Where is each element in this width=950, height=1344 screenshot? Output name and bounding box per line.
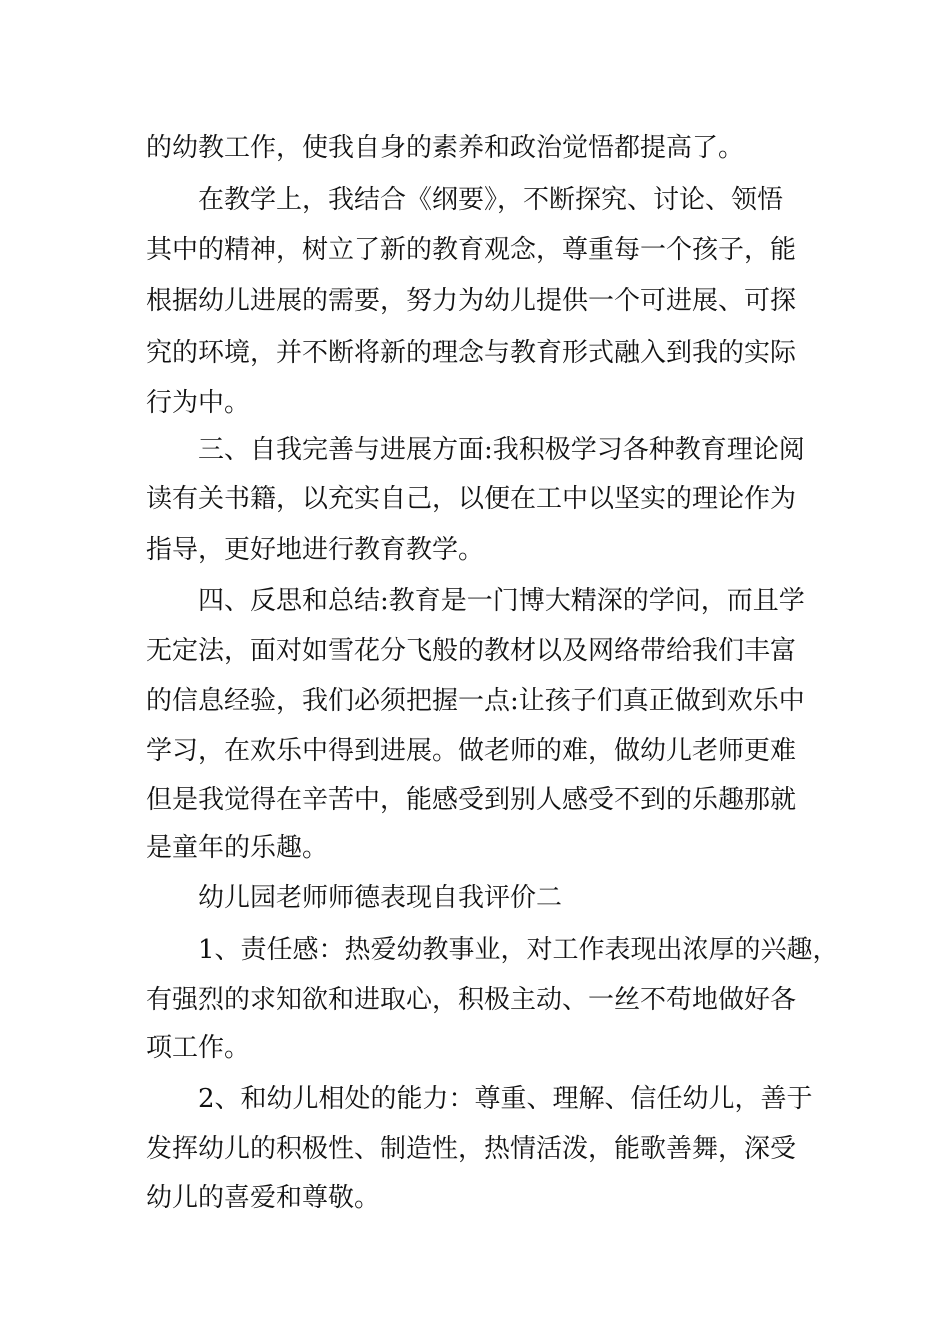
text-line: 学习，在欢乐中得到进展。做老师的难，做幼儿老师更难 [146, 736, 797, 766]
text-line: 四、反思和总结:教育是一门博大精深的学问，而且学 [198, 586, 805, 616]
text-line: 三、自我完善与进展方面:我积极学习各种教育理论阅 [198, 435, 805, 465]
text-line: 项工作。 [146, 1033, 251, 1063]
text-line: 根据幼儿进展的需要，努力为幼儿提供一个可进展、可探 [146, 286, 797, 316]
text-line: 1、责任感：热爱幼教事业，对工作表现出浓厚的兴趣， [198, 935, 839, 965]
text-line: 幼儿的喜爱和尊敬。 [146, 1183, 381, 1213]
text-line: 在教学上，我结合《纲要》，不断探究、讨论、领悟 [198, 185, 784, 215]
text-line: 2、和幼儿相处的能力：尊重、理解、信任幼儿，善于 [198, 1084, 813, 1114]
section-heading: 幼儿园老师师德表现自我评价二 [198, 883, 563, 913]
text-line: 无定法，面对如雪花分飞般的教材以及网络带给我们丰富 [146, 636, 797, 666]
text-line: 的信息经验，我们必须把握一点:让孩子们真正做到欢乐中 [146, 686, 805, 716]
text-line: 指导，更好地进行教育教学。 [146, 535, 485, 565]
text-line: 其中的精神，树立了新的教育观念，尊重每一个孩子，能 [146, 235, 797, 265]
text-line: 发挥幼儿的积极性、制造性，热情活泼，能歌善舞，深受 [146, 1134, 797, 1164]
text-line: 行为中。 [146, 388, 251, 418]
text-line: 但是我觉得在辛苦中，能感受到别人感受不到的乐趣那就 [146, 785, 797, 815]
text-line: 的幼教工作，使我自身的素养和政治觉悟都提高了。 [146, 133, 745, 163]
text-line: 究的环境，并不断将新的理念与教育形式融入到我的实际 [146, 338, 797, 368]
text-line: 读有关书籍，以充实自己，以便在工中以坚实的理论作为 [146, 484, 797, 514]
text-line: 是童年的乐趣。 [146, 833, 329, 863]
text-line: 有强烈的求知欲和进取心，积极主动、一丝不苟地做好各 [146, 985, 797, 1015]
